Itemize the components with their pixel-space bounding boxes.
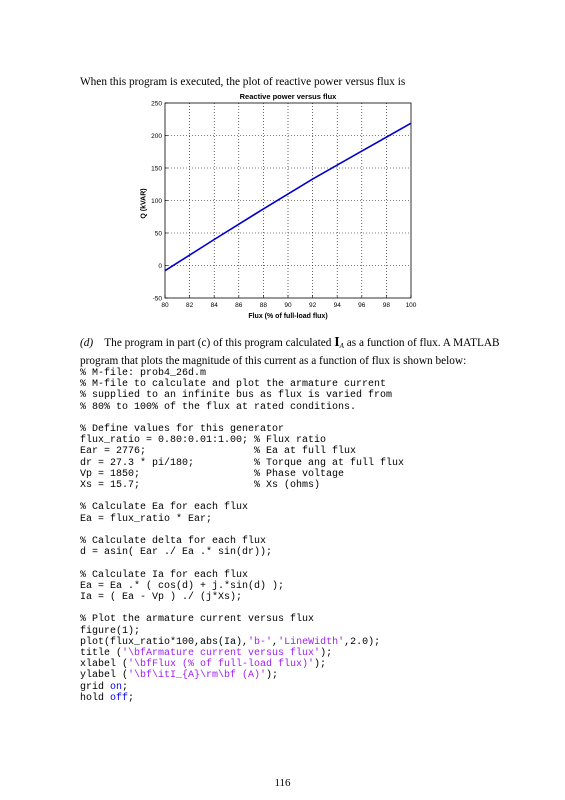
y-tick-label: 200: [151, 132, 162, 140]
current-subscript: A: [339, 342, 344, 350]
part-text-after: as a function of flux. A MATLAB program that plots the magnitude of this current as a function of flux is shown below:: [80, 337, 500, 367]
part-text-before: The program in part (c) of this program calculated: [104, 337, 332, 349]
page-number: 116: [274, 777, 291, 789]
y-tick-label: -50: [152, 295, 162, 303]
current-symbol: I: [334, 335, 340, 350]
x-tick-label: 82: [185, 302, 194, 309]
y-tick-label: 100: [151, 197, 162, 205]
y-tick-label: 0: [158, 262, 162, 270]
x-tick-label: 94: [333, 302, 341, 309]
x-tick-label: 90: [284, 302, 292, 309]
x-tick-label: 80: [161, 302, 169, 309]
y-tick-label: 250: [151, 100, 162, 108]
x-tick-label: 92: [308, 302, 317, 309]
x-tick-label: 88: [259, 302, 268, 309]
x-tick-label: 84: [210, 302, 218, 309]
chart-title: Reactive power versus flux: [239, 92, 337, 101]
y-axis-label: Q (kVAR): [140, 188, 148, 219]
x-tick-label: 100: [405, 302, 417, 309]
part-label: (d): [80, 337, 94, 349]
reactive-power-chart: [0, 0, 565, 330]
part-d-paragraph: [80, 335, 540, 369]
matlab-code-listing: % M-file: prob4_26d.m % M-file to calculate and plot the armature current % supplied to an infinite bus as flux is varied from % 80% to 100% of the flux at rated conditions. % Define values for this generator flux_ratio = 0.80:0.01:1.00; % Flux ratio Ear = 2776; % Ea at full flux dr = 27.3 * pi/180; % Torque ang at full flux Vp = 1850; % Phase voltage Xs = 15.7; % Xs (ohms) % Calculate Ea for each flux Ea = flux_ratio * Ear; % Calculate delta for each flux d = asin( Ear ./ Ea .* sin(dr)); % Calculate Ia for each flux Ea = Ea .* ( cos(d) + j.*sin(d) ); Ia = ( Ea - Vp ) ./ (j*Xs); % Plot the armature current versus flux figure(1); plot(flux_ratio*100,abs(Ia),'b-','LineWidth',2.0); title ('\bfArmature current versus flux'); xlabel ('\bfFlux (% of full-load flux)'); ylabel ('\bf\itI_{A}\rm\bf (A)'); grid on; hold off;: [80, 368, 405, 704]
y-tick-label: 50: [154, 230, 162, 238]
x-tick-label: 98: [382, 302, 391, 309]
x-tick-label: 86: [235, 302, 243, 309]
intro-text: When this program is executed, the plot of reactive power versus flux is: [80, 76, 406, 88]
y-tick-label: 150: [151, 165, 162, 173]
x-tick-label: 96: [358, 302, 366, 309]
x-axis-label: Flux (% of full-load flux): [248, 313, 328, 320]
